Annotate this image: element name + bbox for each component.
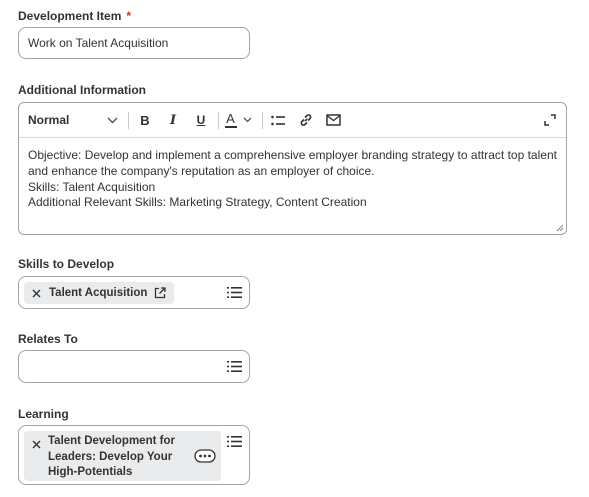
italic-button[interactable] bbox=[158, 103, 188, 137]
expand-button[interactable] bbox=[539, 103, 561, 137]
external-link-icon[interactable] bbox=[154, 287, 166, 299]
learning-prompt[interactable] bbox=[18, 425, 250, 485]
toolbar-divider bbox=[262, 112, 263, 129]
content-line: Objective: Develop and implement a comprehensive employer branding strategy to attract top talent bbox=[28, 148, 557, 162]
selected-skill-pill bbox=[24, 282, 174, 304]
resize-handle-icon[interactable] bbox=[556, 224, 564, 232]
chevron-down-icon bbox=[243, 117, 252, 123]
additional-information-label: Additional Information bbox=[18, 83, 146, 97]
bulleted-list-icon bbox=[271, 115, 285, 126]
italic-icon: I bbox=[169, 112, 177, 128]
font-color-button[interactable] bbox=[220, 103, 256, 137]
remove-icon[interactable] bbox=[32, 440, 41, 449]
development-item-label: Development Item * bbox=[18, 9, 132, 23]
chevron-down-icon bbox=[107, 117, 118, 124]
development-item-value: Work on Talent Acquisition bbox=[28, 36, 169, 50]
underline-icon: U bbox=[196, 113, 206, 127]
selected-learning-label: Talent Development for Leaders: Develop Your High-Potentials bbox=[48, 435, 175, 478]
prompt-list-icon[interactable] bbox=[227, 286, 242, 299]
development-item-input[interactable] bbox=[18, 27, 250, 59]
skills-to-develop-prompt[interactable] bbox=[18, 276, 250, 309]
relates-to-prompt[interactable] bbox=[18, 350, 250, 383]
bold-icon: B bbox=[140, 112, 150, 128]
toolbar-divider bbox=[218, 112, 219, 129]
link-button[interactable] bbox=[292, 103, 320, 137]
rich-text-toolbar bbox=[19, 103, 566, 138]
format-dropdown[interactable] bbox=[28, 103, 118, 137]
additional-information-editor bbox=[18, 102, 567, 235]
prompt-list-icon[interactable] bbox=[227, 435, 242, 448]
underline-button[interactable] bbox=[186, 103, 216, 137]
skills-to-develop-label: Skills to Develop bbox=[18, 257, 115, 271]
email-button[interactable] bbox=[319, 103, 347, 137]
font-color-icon: A bbox=[226, 110, 235, 126]
content-line: Additional Relevant Skills: Marketing Strategy, Content Creation bbox=[28, 195, 367, 210]
content-line: and enhance the company's reputation as an employer of choice. bbox=[28, 163, 375, 178]
more-options-icon[interactable] bbox=[194, 449, 216, 463]
learning-label: Learning bbox=[18, 407, 69, 421]
bold-button[interactable] bbox=[130, 103, 160, 137]
toolbar-divider bbox=[128, 112, 129, 129]
content-line: Skills: Talent Acquisition bbox=[28, 179, 156, 194]
remove-icon[interactable] bbox=[32, 289, 41, 298]
relates-to-label: Relates To bbox=[18, 332, 78, 346]
additional-information-text[interactable] bbox=[19, 138, 566, 211]
link-icon bbox=[299, 113, 313, 127]
prompt-list-icon[interactable] bbox=[227, 360, 242, 373]
format-value: Normal bbox=[28, 113, 70, 127]
required-asterisk: * bbox=[126, 9, 132, 23]
expand-icon bbox=[544, 114, 556, 126]
email-icon bbox=[326, 114, 341, 126]
selected-learning-pill bbox=[24, 431, 221, 481]
bulleted-list-button[interactable] bbox=[264, 103, 292, 137]
selected-skill-label: Talent Acquisition bbox=[49, 287, 148, 299]
